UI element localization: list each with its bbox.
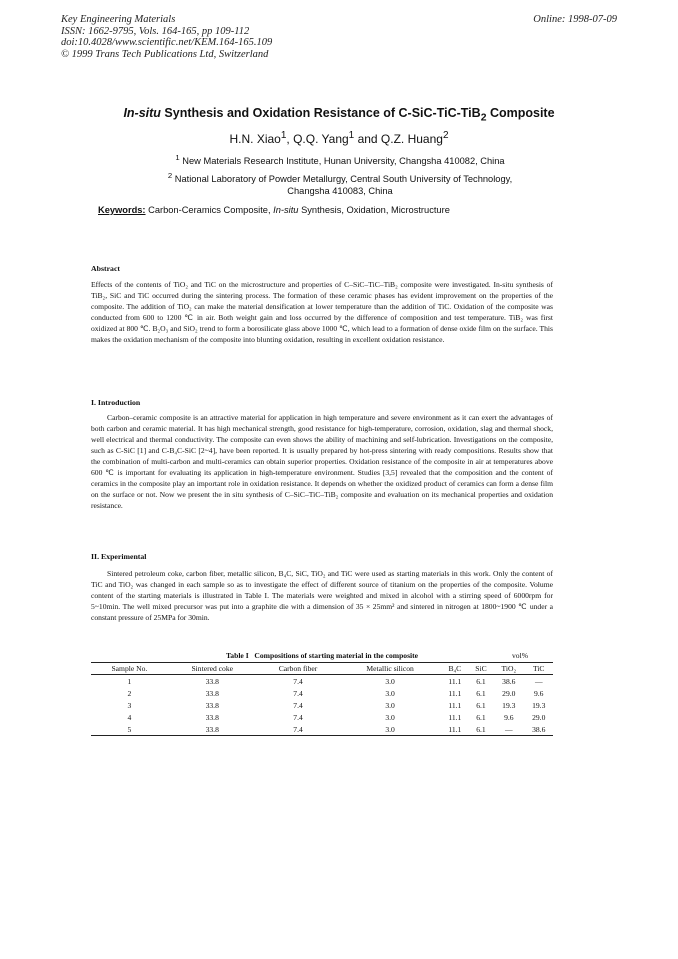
keywords-label: Keywords: (98, 205, 146, 215)
table-header-cell: Metallic silicon (339, 663, 441, 675)
table-cell: 19.3 (532, 700, 546, 710)
table-header-cell: Sample No. (91, 663, 168, 675)
table-caption-text: Compositions of starting material in the composite (254, 651, 419, 660)
author-2-sup: 1 (348, 130, 355, 141)
table-cell: 33.8 (205, 688, 219, 698)
title-rest: Synthesis and Oxidation Resistance of C-SiC-TiC-TiB (160, 106, 481, 120)
doi-line: doi:10.4028/www.scientific.net/KEM.164-165.109 (61, 37, 273, 48)
table-header-row (91, 663, 553, 675)
affiliation-2-line2: Changsha 410083, China (287, 185, 393, 196)
table-header-cell: B₄C (441, 663, 469, 675)
title-end: Composite (486, 106, 555, 120)
table-cell: 3.0 (385, 688, 395, 698)
author-1-sup: 1 (280, 130, 287, 141)
table-cell: 11.1 (448, 676, 462, 686)
table-cell: 3 (127, 700, 132, 710)
table-cell: 6.1 (476, 676, 486, 686)
title-italic: In-situ (123, 106, 161, 120)
composition-table (91, 662, 553, 736)
table-cell: 9.6 (533, 688, 544, 698)
paper-title (0, 106, 678, 124)
table-cell: 29.0 (502, 688, 516, 698)
affiliation-1-sup: 1 (175, 153, 180, 162)
table-cell: 6.1 (476, 712, 486, 722)
table-caption-label: Table I (225, 651, 249, 660)
table-row (91, 687, 553, 699)
table-cell: 6.1 (476, 688, 486, 698)
table-cell: 3.0 (385, 712, 395, 722)
table-header-cell: Carbon fiber (257, 663, 340, 675)
abstract-text: Effects of the contents of TiO₂ and TiC on the microstructure and properties of C–SiC–TiC–TiB₂ composite were investigated. In-situ synthesis of TiB₂, SiC and TiC occurred during the sintering process. The formation of these ceramic phases has evident improvement on the properties of the composite. The addition of TiO₂ can make the material densification at lower temperature than the addition of TiC. Oxidation of the composite was conducted from 600 to 1200 ℃ in air. Both weight gain and loss occurred by the difference of composition and test temperature. TiB₂ was first oxidized at 800 ℃. B₂O₃ and SiO₂ trend to form a borosilicate glass above 1000 ℃, which lead to a formation of dense oxide film on the surface. This makes the oxidation mechanism of the composite into blunting oxidation, resulting in excellent oxidation resistance. (91, 280, 553, 344)
author-1: H.N. Xiao (229, 132, 281, 146)
affiliation-2-sup: 2 (167, 171, 173, 180)
table-cell: 2 (127, 688, 132, 698)
table-cell: 29.0 (532, 712, 546, 722)
table-row (91, 711, 553, 723)
table-cell: 11.1 (441, 723, 469, 736)
affiliation-2 (110, 170, 570, 197)
table-cell: 33.8 (168, 723, 257, 736)
table-header-cell: Sintered coke (168, 663, 257, 675)
affiliation-1 (110, 152, 570, 168)
keywords-italic: In-situ (273, 205, 299, 215)
journal-name: Key Engineering Materials (61, 14, 176, 25)
issn-line: ISSN: 1662-9795, Vols. 164-165, pp 109-112 (61, 25, 250, 37)
table-cell: 3.0 (385, 676, 395, 686)
table-cell: 19.3 (502, 700, 516, 710)
table-header-cell: SiC (469, 663, 493, 675)
table-cell: 33.8 (205, 712, 219, 722)
table-cell: 38.6 (502, 676, 516, 686)
keywords-text-1: Carbon-Ceramics Composite, (145, 205, 274, 215)
table-cell: 7.4 (293, 712, 303, 722)
table-cell: — (534, 676, 543, 686)
table-cell: 6.1 (469, 723, 493, 736)
table-cell: 4 (127, 712, 132, 722)
table-cell: 3.0 (339, 723, 441, 736)
table-header-cell: TiC (524, 663, 553, 675)
table-cell: 33.8 (205, 700, 219, 710)
table-cell: 7.4 (293, 688, 303, 698)
table-cell: 33.8 (205, 676, 219, 686)
journal-header (61, 14, 617, 60)
author-2: , Q.Q. Yang (286, 132, 349, 146)
table-header-cell: TiO₂ (493, 663, 524, 675)
experimental-text: Sintered petroleum coke, carbon fiber, metallic silicon, B₄C, SiC, TiO₂ and TiC were used as starting materials in this work. Only the content of TiC and TiO₂ was changed in each sample so as to investigate the effect of different source of titanium on the properties of the composite. Volume content of the starting materials is illustrated in Table I. The materials were weighted and mixed in alcohol with a stirring speed of 6000rpm for 5~10min. The well mixed precursor was put into a graphite die with a dimension of 35 × 25mm² and sintered in nitrogen at 1800~1900 ℃ under a constant pressure of 25MPa for 30min. (91, 569, 553, 622)
table-row (91, 699, 553, 711)
title-subscript: 2 (480, 112, 487, 124)
table-cell: 7.4 (293, 676, 303, 686)
table-cell: 11.1 (448, 688, 462, 698)
table-cell: 1 (127, 676, 132, 686)
table-cell: 38.6 (524, 723, 553, 736)
online-date: Online: 1998-07-09 (533, 14, 617, 25)
table-cell: 11.1 (448, 700, 462, 710)
table-cell: 11.1 (448, 712, 462, 722)
table-cell: 9.6 (504, 712, 514, 722)
experimental-heading: II. Experimental (91, 552, 147, 561)
author-3: and Q.Z. Huang (354, 132, 443, 146)
abstract-heading: Abstract (91, 264, 121, 273)
table-row (91, 723, 553, 736)
table-row (91, 675, 553, 688)
copyright-line: © 1999 Trans Tech Publications Ltd, Switzerland (61, 48, 269, 60)
table-cell: 5 (91, 723, 168, 736)
author-3-sup: 2 (442, 130, 449, 141)
table-caption (91, 651, 553, 660)
keywords-text-2: Synthesis, Oxidation, Microstructure (298, 205, 450, 215)
affiliation-2-line1: National Laboratory of Powder Metallurgy, Central South University of Technology, (172, 174, 513, 185)
table-cell: 7.4 (293, 700, 303, 710)
introduction-text: Carbon–ceramic composite is an attractive material for application in high temperature and severe environment as it can exert the advantages of both carbon and ceramic material. It has high mechanical strength, good resistance for high-temperature, corrosion, oxidation, slag and thermal shock, well electrical and thermal conductivity. The composite can even shows the ability of machining and self-lubrication. Investigations on the composite, such as C-SiC [1] and C-B₄C-SiC [2~4], have been reported. It is usually prepared by hot-press sintering with ready compositions. Results show that the combination of multi-carbon and multi-ceramics can obtain superior properties. Oxidation resistance of the composite in air at temperatures above 600 ℃ is important for evaluating its application in high-temperature environment. Studies [3,5] revealed that the composition and the content of ceramics in the composite play an important role in oxidation resistance. It depends on whether the oxidized product of ceramics can form a dense film on the surface or not. Now we present the in situ synthesis of C–SiC–TiC–TiB₂ composite and evaluation on its mechanical properties and oxidation resistance. (91, 413, 553, 510)
table-unit: vol% (512, 651, 529, 660)
table-cell: 3.0 (385, 700, 395, 710)
table-cell: 6.1 (476, 700, 486, 710)
author-list (0, 130, 678, 146)
introduction-heading: I. Introduction (91, 398, 141, 407)
table-cell: 7.4 (257, 723, 340, 736)
keywords (98, 205, 598, 215)
table-cell: — (493, 723, 524, 736)
affiliation-1-text: New Materials Research Institute, Hunan University, Changsha 410082, China (179, 156, 505, 167)
